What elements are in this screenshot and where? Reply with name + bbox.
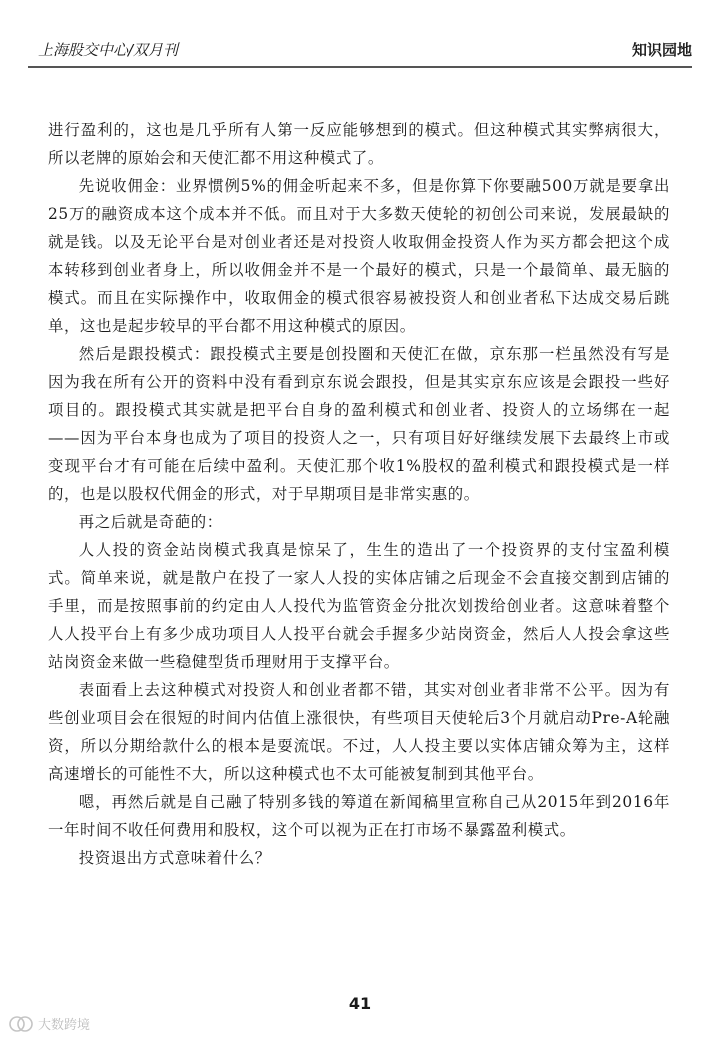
paragraph: 然后是跟投模式：跟投模式主要是创投圈和天使汇在做，京东那一栏虽然没有写是因为我在所有公开的资料中没有看到京东说会跟投，但是其实京东应该是会跟投一些好项目的。跟投模式其实就是把平台自身的盈利模式和创业者、投资人的立场绑在一起——因为平台本身也成为了项目的投资人之一，只有项目好好继续发展下去最终上市或变现平台才有可能在后续中盈利。天使汇那个收1%股权的盈利模式和跟投模式是一样的，也是以股权代佣金的形式，对于早期项目是非常实惠的。 xyxy=(48,345,670,503)
paragraph: 嗯，再然后就是自己融了特别多钱的筹道在新闻稿里宣称自己从2015年到2016年一年时间不收任何费用和股权，这个可以视为正在打市场不暴露盈利模式。 xyxy=(48,793,670,839)
watermark-logo-icon xyxy=(8,1015,34,1033)
paragraph: 投资退出方式意味着什么？ xyxy=(78,849,271,867)
watermark-text: 大数跨境 xyxy=(38,1018,91,1033)
paragraph: 先说收佣金：业界惯例5%的佣金听起来不多，但是你算下你要融500万就是要拿出25万的融资成本这个成本并不低。而且对于大多数天使轮的初创公司来说，发展最缺的就是钱。以及无论平台是对创业者还是对投资人收取佣金投资人作为买方都会把这个成本转移到创业者身上，所以收佣金并不是一个最好的模式，只是一个最简单、最无脑的模式。而且在实际操作中，收取佣金的模式很容易被投资人和创业者私下达成交易后跳单，这也是起步较早的平台都不用这种模式的原因。 xyxy=(48,177,670,335)
section-title: 知识园地 xyxy=(631,41,692,59)
watermark xyxy=(8,1014,90,1033)
paragraph: 进行盈利的，这也是几乎所有人第一反应能够想到的模式。但这种模式其实弊病很大，所以老牌的原始会和天使汇都不用这种模式了。 xyxy=(48,121,670,167)
paragraph: 再之后就是奇葩的： xyxy=(78,513,223,531)
article-body xyxy=(48,116,670,872)
page-header xyxy=(28,28,692,64)
paragraph: 表面看上去这种模式对投资人和创业者都不错，其实对创业者非常不公平。因为有些创业项目会在很短的时间内估值上涨很快，有些项目天使轮后3个月就启动Pre-A轮融资，所以分期给款什么的根本是耍流氓。不过，人人投主要以实体店铺众筹为主，这样高速增长的可能性不大，所以这种模式也不太可能被复制到其他平台。 xyxy=(48,681,670,783)
header-divider xyxy=(28,66,692,68)
page-number: 41 xyxy=(348,994,372,1013)
publication-title: 上海股交中心/双月刊 xyxy=(38,41,179,59)
paragraph: 人人投的资金站岗模式我真是惊呆了，生生的造出了一个投资界的支付宝盈利模式。简单来说，就是散户在投了一家人人投的实体店铺之后现金不会直接交割到店铺的手里，而是按照事前的约定由人人投代为监管资金分批次划拨给创业者。这意味着整个人人投平台上有多少成功项目人人投平台就会手握多少站岗资金，然后人人投会拿这些站岗资金来做一些稳健型货币理财用于支撑平台。 xyxy=(48,541,670,671)
